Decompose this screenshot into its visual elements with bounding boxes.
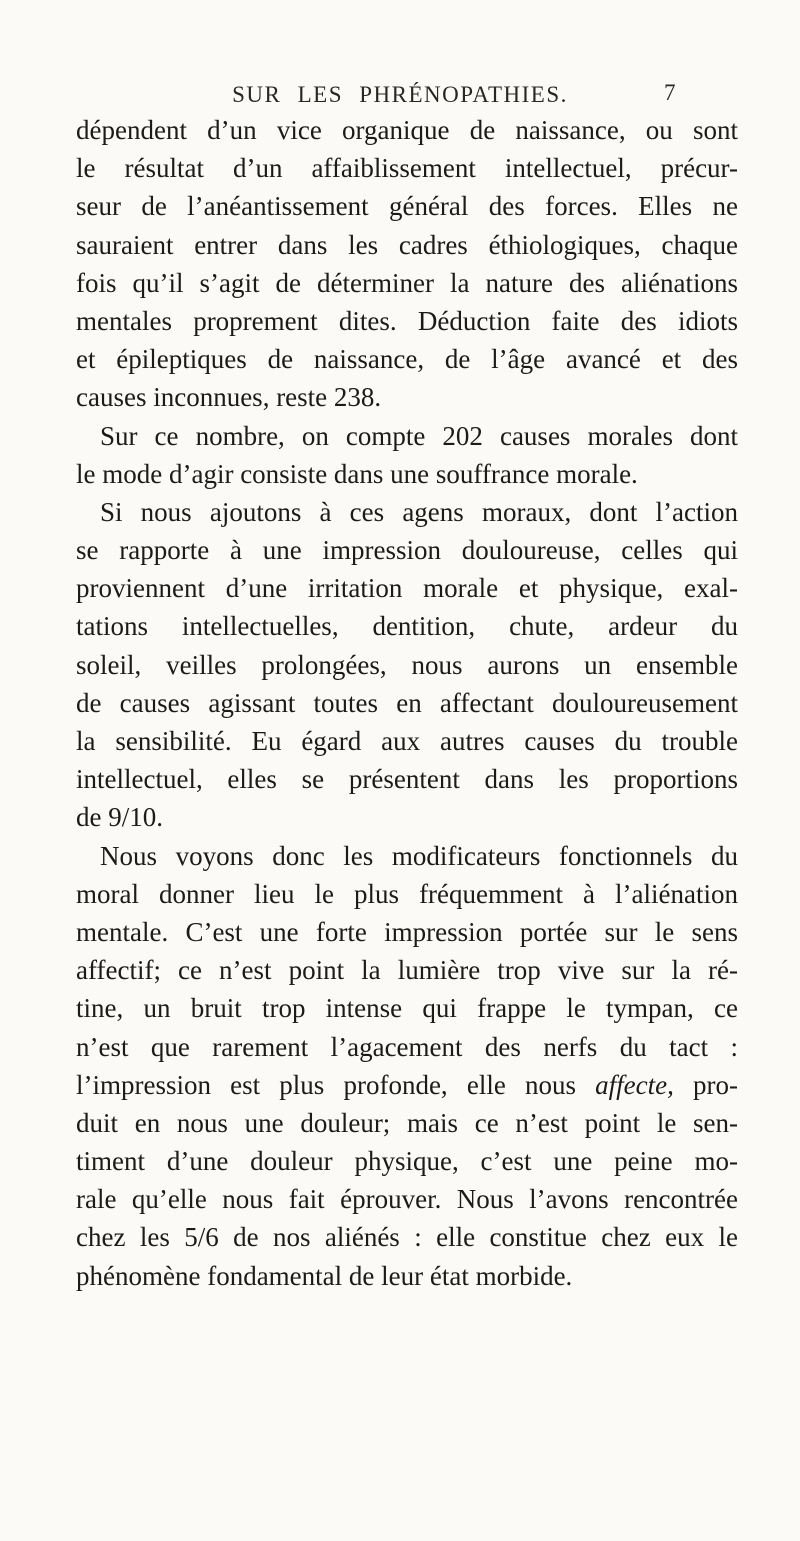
text-line: de 9/10. — [76, 802, 163, 833]
text-line: causes inconnues, reste 238. — [76, 382, 382, 413]
text-line: seur de l’anéantissement général des forces. Elles ne — [76, 191, 738, 222]
text-line-with-emphasis — [76, 1066, 738, 1104]
text-line: intellectuel, elles se présentent dans les proportions — [76, 764, 738, 795]
text-line: tations intellectuelles, dentition, chute, ardeur du — [76, 611, 738, 642]
text-line: timent d’une douleur physique, c’est une peine mo- — [76, 1146, 738, 1177]
text-line: Nous voyons donc les modificateurs fonctionnels du — [100, 840, 738, 871]
text-line: tine, un bruit trop intense qui frappe le tympan, ce — [76, 993, 738, 1024]
running-header — [200, 82, 600, 108]
text-line: dépendent d’un vice organique de naissance, ou sont — [76, 115, 738, 145]
paragraph — [76, 837, 738, 1295]
text-line: phénomène fondamental de leur état morbide. — [76, 1260, 573, 1291]
text-fragment: pro- — [673, 1069, 739, 1100]
text-line: mentales proprement dites. Déduction faite des idiots — [76, 305, 738, 336]
paragraph — [76, 493, 738, 837]
text-line: et épileptiques de naissance, de l’âge avancé et des — [76, 344, 738, 375]
paragraph — [76, 417, 738, 493]
text-line: proviennent d’une irritation morale et physique, exal- — [76, 573, 738, 604]
emphasized-word: affecte, — [595, 1069, 674, 1100]
running-title-word: SUR — [232, 82, 282, 107]
text-line: de causes agissant toutes en affectant douloureusement — [76, 687, 738, 718]
text-line: mentale. C’est une forte impression portée sur le sens — [76, 916, 738, 947]
text-line: affectif; ce n’est point la lumière trop vive sur la ré- — [76, 955, 738, 986]
running-title-word: PHRÉNOPATHIES. — [359, 82, 568, 107]
text-line: rale qu’elle nous fait éprouver. Nous l’avons rencontrée — [76, 1184, 738, 1215]
text-fragment: l’impression est plus profonde, elle nous — [76, 1069, 596, 1100]
text-line: se rapporte à une impression douloureuse, celles qui — [76, 535, 738, 566]
text-line: chez les 5/6 de nos aliénés : elle constitue chez eux le — [76, 1222, 738, 1253]
text-line: fois qu’il s’agit de déterminer la nature des aliénations — [76, 267, 738, 298]
text-line: Sur ce nombre, on compte 202 causes morales dont — [100, 420, 738, 451]
text-line: la sensibilité. Eu égard aux autres causes du trouble — [76, 726, 738, 756]
body-text — [76, 111, 738, 1295]
text-line: sauraient entrer dans les cadres éthiologiques, chaque — [76, 229, 738, 260]
text-line: duit en nous une douleur; mais ce n’est point le sen- — [76, 1107, 738, 1138]
running-title-word: LES — [297, 82, 343, 107]
page-number: 7 — [664, 80, 676, 105]
text-line: Si nous ajoutons à ces agens moraux, dont l’action — [100, 496, 738, 527]
text-line: le résultat d’un affaiblissement intellectuel, précur- — [76, 153, 738, 184]
text-line: moral donner lieu le plus fréquemment à l’aliénation — [76, 878, 738, 909]
text-line: soleil, veilles prolongées, nous aurons un ensemble — [76, 649, 738, 680]
text-line: n’est que rarement l’agacement des nerfs du tact : — [76, 1031, 738, 1062]
text-line: le mode d’agir consiste dans une souffrance morale. — [76, 458, 638, 489]
paragraph — [76, 111, 738, 417]
